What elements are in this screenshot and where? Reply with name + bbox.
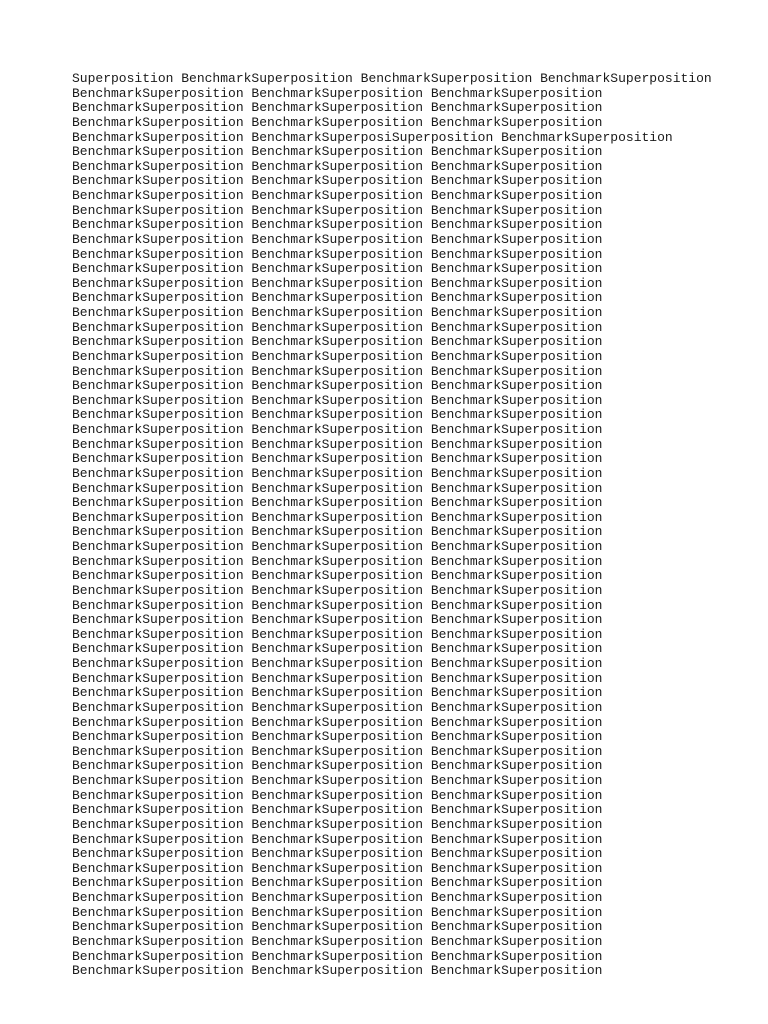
- text-line: BenchmarkSuperposition BenchmarkSuperposition BenchmarkSuperposition: [72, 802, 603, 818]
- text-line: BenchmarkSuperposition BenchmarkSuperposition BenchmarkSuperposition: [72, 348, 603, 364]
- text-line: BenchmarkSuperposition BenchmarkSuperposition BenchmarkSuperposition: [72, 670, 603, 686]
- text-line: BenchmarkSuperposition BenchmarkSuperposition BenchmarkSuperposition: [72, 422, 603, 437]
- text-line: BenchmarkSuperposition BenchmarkSuperposition BenchmarkSuperposition: [72, 451, 603, 467]
- text-line: BenchmarkSuperposition BenchmarkSuperposition BenchmarkSuperposition: [72, 816, 603, 832]
- text-line: BenchmarkSuperposition BenchmarkSuperposition BenchmarkSuperposition: [72, 714, 603, 730]
- text-line: BenchmarkSuperposition BenchmarkSuperposition BenchmarkSuperposition: [72, 173, 603, 189]
- text-line: BenchmarkSuperposition BenchmarkSuperposition BenchmarkSuperposition: [72, 933, 603, 949]
- text-line: BenchmarkSuperposition BenchmarkSuperposition BenchmarkSuperposition: [72, 290, 603, 306]
- text-line: BenchmarkSuperposition BenchmarkSuperposition BenchmarkSuperposition: [72, 699, 603, 715]
- text-line: Superposition BenchmarkSuperposition BenchmarkSuperposition BenchmarkSuperposition: [72, 71, 712, 86]
- text-line: BenchmarkSuperposition BenchmarkSuperposition BenchmarkSuperposition: [72, 860, 603, 876]
- text-line: BenchmarkSuperposition BenchmarkSuperposition BenchmarkSuperposition: [72, 743, 603, 759]
- text-line: BenchmarkSuperposition BenchmarkSuperposition BenchmarkSuperposition: [72, 904, 603, 920]
- text-line: BenchmarkSuperposition BenchmarkSuperposition BenchmarkSuperposition: [72, 963, 603, 979]
- text-line: BenchmarkSuperposition BenchmarkSuperposition BenchmarkSuperposition: [72, 231, 603, 247]
- text-line: BenchmarkSuperposition BenchmarkSuperposition BenchmarkSuperposition: [72, 188, 603, 203]
- text-line: BenchmarkSuperposition BenchmarkSuperposition BenchmarkSuperposition: [72, 553, 603, 569]
- text-line: BenchmarkSuperposition BenchmarkSuperposition BenchmarkSuperposition: [72, 100, 603, 116]
- text-line: BenchmarkSuperposition BenchmarkSuperposition BenchmarkSuperposition: [72, 890, 603, 905]
- text-line: BenchmarkSuperposition BenchmarkSuperposition BenchmarkSuperposition: [72, 334, 603, 350]
- text-line: BenchmarkSuperposition BenchmarkSuperposition BenchmarkSuperposition: [72, 626, 603, 642]
- text-line: BenchmarkSuperposition BenchmarkSuperposition BenchmarkSuperposition: [72, 480, 603, 496]
- document-text-block: [72, 72, 752, 979]
- text-line: BenchmarkSuperposition BenchmarkSuperposition BenchmarkSuperposition: [72, 831, 603, 847]
- text-line: BenchmarkSuperposition BenchmarkSuperposition BenchmarkSuperposition: [72, 436, 603, 452]
- text-line: BenchmarkSuperposition BenchmarkSuperposition BenchmarkSuperposition: [72, 509, 603, 525]
- text-line: BenchmarkSuperposition BenchmarkSuperposition BenchmarkSuperposition: [72, 363, 603, 379]
- text-line: BenchmarkSuperposition BenchmarkSuperposition BenchmarkSuperposition: [72, 144, 603, 160]
- text-line: BenchmarkSuperposition BenchmarkSuperposition BenchmarkSuperposition: [72, 275, 603, 291]
- text-line: BenchmarkSuperposition BenchmarkSuperposition BenchmarkSuperposition: [72, 846, 603, 862]
- text-line: BenchmarkSuperposition BenchmarkSuperposition BenchmarkSuperposition: [72, 641, 603, 657]
- text-line: BenchmarkSuperposition BenchmarkSuperposition BenchmarkSuperposition: [72, 85, 603, 101]
- text-line: BenchmarkSuperposition BenchmarkSuperposition BenchmarkSuperposition: [72, 948, 603, 964]
- text-line: BenchmarkSuperposition BenchmarkSuperposition BenchmarkSuperposition: [72, 919, 603, 935]
- text-line: BenchmarkSuperposition BenchmarkSuperposition BenchmarkSuperposition: [72, 597, 603, 613]
- text-line: BenchmarkSuperposition BenchmarkSuperposition BenchmarkSuperposition: [72, 758, 603, 774]
- text-line: BenchmarkSuperposition BenchmarkSuperposition BenchmarkSuperposition: [72, 787, 603, 803]
- text-line: BenchmarkSuperposition BenchmarkSuperposition BenchmarkSuperposition: [72, 685, 603, 701]
- text-line: BenchmarkSuperposition BenchmarkSuperposition BenchmarkSuperposition: [72, 773, 603, 788]
- text-line: BenchmarkSuperposition BenchmarkSuperposition BenchmarkSuperposition: [72, 582, 603, 598]
- text-line: BenchmarkSuperposition BenchmarkSuperposition BenchmarkSuperposition: [72, 612, 603, 628]
- text-line: BenchmarkSuperposition BenchmarkSuperposition BenchmarkSuperposition: [72, 158, 603, 174]
- text-line: BenchmarkSuperposition BenchmarkSuperposition BenchmarkSuperposition: [72, 246, 603, 262]
- text-line: BenchmarkSuperposition BenchmarkSuperposition BenchmarkSuperposition: [72, 217, 603, 233]
- text-line: BenchmarkSuperposition BenchmarkSuperposition BenchmarkSuperposition: [72, 656, 603, 671]
- text-line: BenchmarkSuperposition BenchmarkSuperposiSuperposition BenchmarkSuperposition: [72, 129, 673, 145]
- text-line: BenchmarkSuperposition BenchmarkSuperposition BenchmarkSuperposition: [72, 261, 603, 277]
- text-line: BenchmarkSuperposition BenchmarkSuperposition BenchmarkSuperposition: [72, 202, 603, 218]
- text-line: BenchmarkSuperposition BenchmarkSuperposition BenchmarkSuperposition: [72, 378, 603, 394]
- text-line: BenchmarkSuperposition BenchmarkSuperposition BenchmarkSuperposition: [72, 495, 603, 511]
- text-line: BenchmarkSuperposition BenchmarkSuperposition BenchmarkSuperposition: [72, 524, 603, 540]
- text-line: BenchmarkSuperposition BenchmarkSuperposition BenchmarkSuperposition: [72, 568, 603, 584]
- text-line: BenchmarkSuperposition BenchmarkSuperposition BenchmarkSuperposition: [72, 875, 603, 891]
- text-line: BenchmarkSuperposition BenchmarkSuperposition BenchmarkSuperposition: [72, 114, 603, 130]
- text-line: BenchmarkSuperposition BenchmarkSuperposition BenchmarkSuperposition: [72, 319, 603, 335]
- text-line: BenchmarkSuperposition BenchmarkSuperposition BenchmarkSuperposition: [72, 305, 603, 320]
- text-line: BenchmarkSuperposition BenchmarkSuperposition BenchmarkSuperposition: [72, 392, 603, 408]
- text-line: BenchmarkSuperposition BenchmarkSuperposition BenchmarkSuperposition: [72, 729, 603, 745]
- text-line: BenchmarkSuperposition BenchmarkSuperposition BenchmarkSuperposition: [72, 539, 603, 554]
- text-line: BenchmarkSuperposition BenchmarkSuperposition BenchmarkSuperposition: [72, 407, 603, 423]
- text-line: BenchmarkSuperposition BenchmarkSuperposition BenchmarkSuperposition: [72, 465, 603, 481]
